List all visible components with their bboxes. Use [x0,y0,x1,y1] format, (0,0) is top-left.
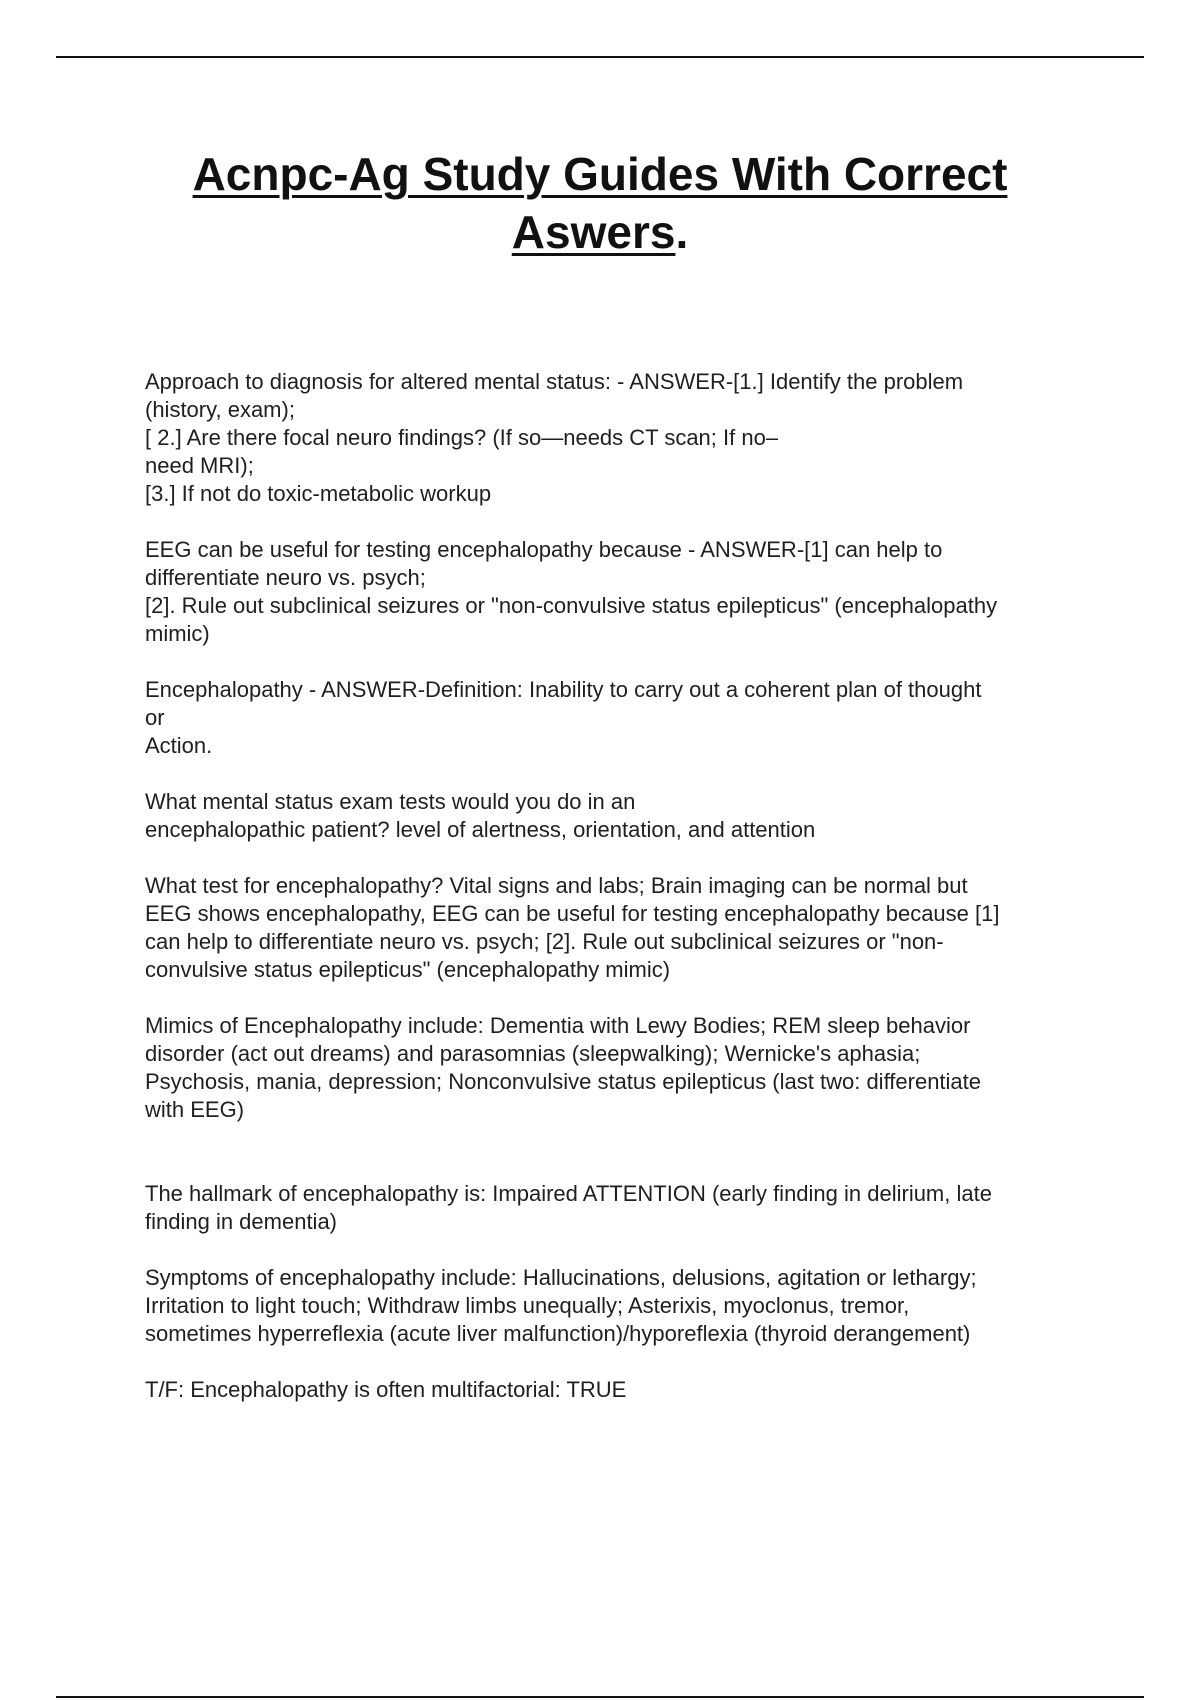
title-period: . [675,206,689,258]
entry-line: The hallmark of encephalopathy is: Impaired ATTENTION (early finding in delirium, late [145,1181,992,1206]
document-title [100,145,1100,261]
entry-line: can help to differentiate neuro vs. psych; [2]. Rule out subclinical seizures or "non- [145,929,944,954]
entry-line: What test for encephalopathy? Vital signs and labs; Brain imaging can be normal but [145,873,968,898]
entry-line: with EEG) [145,1097,245,1122]
entry-line: Action. [145,733,213,758]
qa-entry-encephalopathy-definition [145,676,1105,760]
entry-line: Approach to diagnosis for altered mental status: - ANSWER-[1.] Identify the problem [145,369,964,394]
entry-line: [3.] If not do toxic-metabolic workup [145,481,492,506]
entry-line: Psychosis, mania, depression; Nonconvulsive status epilepticus (last two: differentiate [145,1069,982,1094]
qa-entry-true-false [145,1376,1105,1404]
entry-line: mimic) [145,621,210,646]
qa-entry-hallmark [145,1180,1105,1236]
entry-line: need MRI); [145,453,254,478]
qa-entry-altered-mental-status [145,368,1105,508]
qa-entry-mental-status-tests [145,788,1105,844]
entry-line: What mental status exam tests would you do in an [145,789,636,814]
entry-line: [2]. Rule out subclinical seizures or "non-convulsive status epilepticus" (encephalopathy [145,593,998,618]
entry-line: EEG shows encephalopathy, EEG can be useful for testing encephalopathy because [1] [145,901,1000,926]
entry-line: (history, exam); [145,397,295,422]
entry-line: [ 2.] Are there focal neuro findings? (If so—needs CT scan; If no– [145,425,779,450]
title-line-1: Acnpc-Ag Study Guides With Correct [192,148,1008,200]
bottom-divider [56,1696,1144,1698]
entry-line: Encephalopathy - ANSWER-Definition: Inability to carry out a coherent plan of thought [145,677,982,702]
qa-entry-eeg-usefulness [145,536,1105,648]
entry-line: finding in dementia) [145,1209,338,1234]
title-line-2: Aswers [511,206,676,258]
entry-line: sometimes hyperreflexia (acute liver malfunction)/hyporeflexia (thyroid derangement) [145,1321,971,1346]
entry-line: encephalopathic patient? level of alertness, orientation, and attention [145,817,816,842]
entry-line: convulsive status epilepticus" (encephalopathy mimic) [145,957,671,982]
entry-line: Symptoms of encephalopathy include: Hallucinations, delusions, agitation or lethargy; [145,1265,977,1290]
entry-line: EEG can be useful for testing encephalopathy because - ANSWER-[1] can help to [145,537,943,562]
entry-line: differentiate neuro vs. psych; [145,565,426,590]
entry-line: T/F: Encephalopathy is often multifactorial: TRUE [145,1377,627,1402]
qa-entry-mimics [145,1012,1105,1124]
entry-line: or [145,705,165,730]
qa-entry-tests-for-encephalopathy [145,872,1105,984]
study-guide-content [145,368,1105,1404]
qa-entry-symptoms [145,1264,1105,1348]
top-divider [56,56,1144,58]
entry-line: Mimics of Encephalopathy include: Dementia with Lewy Bodies; REM sleep behavior [145,1013,971,1038]
entry-line: disorder (act out dreams) and parasomnias (sleepwalking); Wernicke's aphasia; [145,1041,921,1066]
entry-line: Irritation to light touch; Withdraw limbs unequally; Asterixis, myoclonus, tremor, [145,1293,910,1318]
